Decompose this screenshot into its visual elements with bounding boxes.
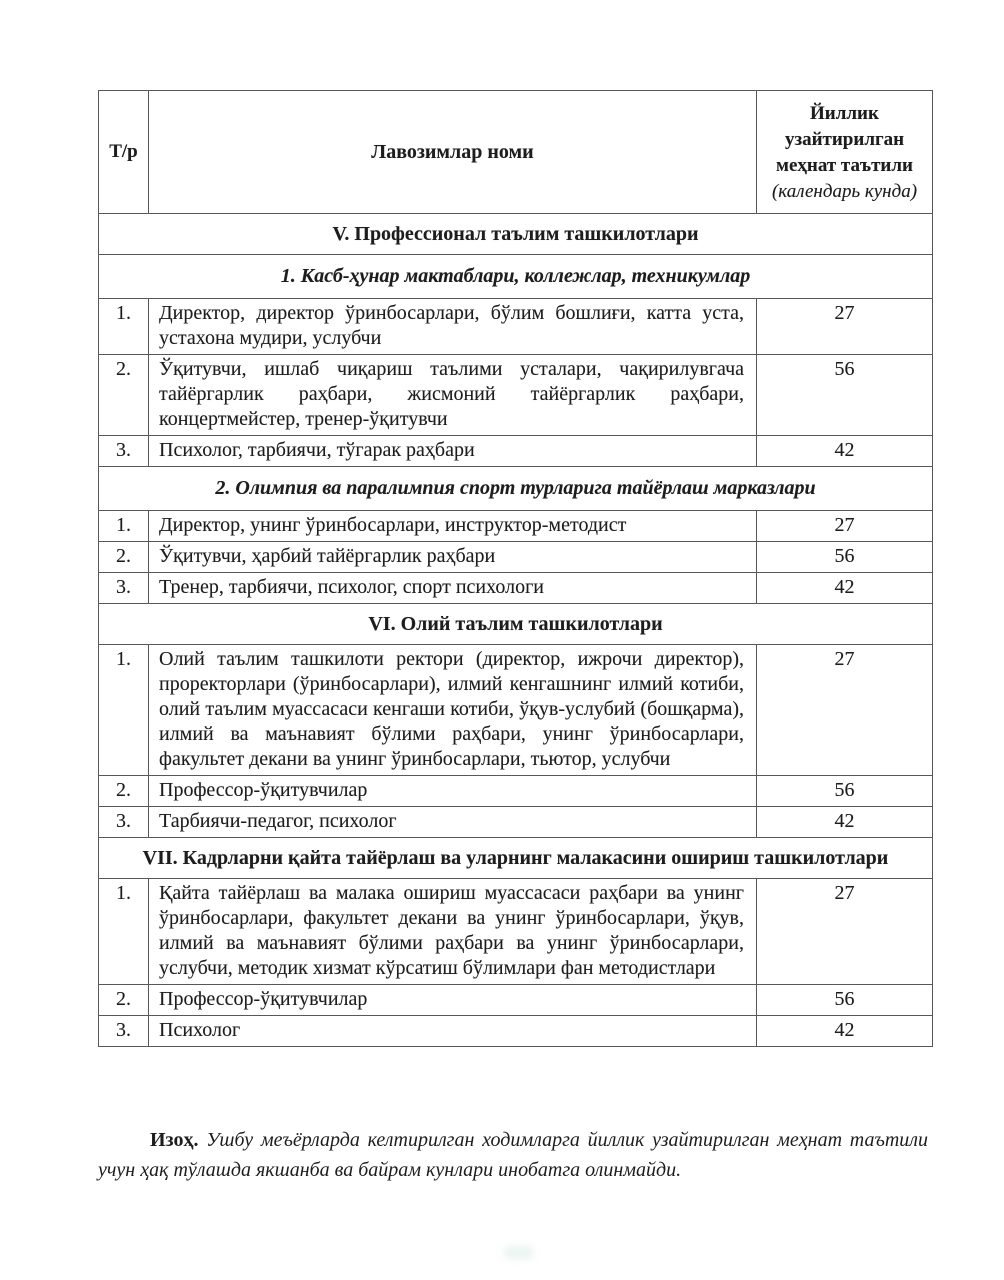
row-position: Олий таълим ташкилоти ректори (директор, ижрочи директор), проректорлари (ўринбосарлари), илмий кенгашнинг илмий котиби, олий таълим муассасаси кенгаши котиби, ўқув-услубий (бошқарма), илмий ва маънавият бўлими раҳбари, унинг ўринбосарлари, факультет декани ва унинг ўринбосарлари, тьютор, услубчи [149,645,757,776]
row-days: 27 [757,511,933,542]
section-row [99,604,933,645]
col-header-days-unit: (календарь кунда) [771,180,918,202]
leave-table [98,90,933,1047]
row-position: Психолог, тарбиячи, тўгарак раҳбари [149,436,757,467]
note-label: Изоҳ. [150,1129,199,1151]
row-number: 2. [99,776,149,807]
section-title: V. Профессионал таълим ташкилотлари [99,214,933,255]
row-number: 3. [99,436,149,467]
row-position: Тренер, тарбиячи, психолог, спорт психологи [149,573,757,604]
subsection-title: 1. Касб-ҳунар мактаблари, коллежлар, техникумлар [99,255,933,299]
table-row [99,299,933,355]
row-days: 42 [757,573,933,604]
row-number: 2. [99,355,149,436]
row-days: 27 [757,645,933,776]
table-row [99,776,933,807]
row-number: 2. [99,985,149,1016]
row-number: 2. [99,542,149,573]
row-position: Психолог [149,1016,757,1047]
section-title: VI. Олий таълим ташкилотлари [99,604,933,645]
col-header-days [757,91,933,214]
row-position: Тарбиячи-педагог, психолог [149,807,757,838]
col-header-days-title: Йиллик узайтирилган меҳнат таътили [776,102,913,176]
note [98,1125,928,1185]
row-number: 3. [99,573,149,604]
row-days: 56 [757,776,933,807]
row-number: 3. [99,807,149,838]
row-days: 27 [757,299,933,355]
row-days: 42 [757,807,933,838]
row-position: Профессор-ўқитувчилар [149,985,757,1016]
table-row [99,511,933,542]
row-position: Ўқитувчи, ишлаб чиқариш таълими усталари, чақирилувгача тайёргарлик раҳбари, жисмоний тайёргарлик раҳбари, концертмейстер, тренер-ўқитувчи [149,355,757,436]
table-row [99,542,933,573]
row-position: Директор, унинг ўринбосарлари, инструктор-методист [149,511,757,542]
row-position: Профессор-ўқитувчилар [149,776,757,807]
row-number: 1. [99,645,149,776]
row-number: 1. [99,299,149,355]
col-header-position: Лавозимлар номи [149,91,757,214]
row-position: Ўқитувчи, ҳарбий тайёргарлик раҳбари [149,542,757,573]
row-number: 1. [99,511,149,542]
row-days: 27 [757,879,933,985]
document-content [98,90,932,1205]
table-header-row [99,91,933,214]
section-row [99,838,933,879]
table-row [99,985,933,1016]
row-days: 56 [757,355,933,436]
table-row [99,645,933,776]
row-position: Қайта тайёрлаш ва малака ошириш муассасаси раҳбари ва унинг ўринбосарлари, факультет декани ва унинг ўринбосарлари, ўқув, илмий ва маънавият бўлими раҳбари ва унинг ўринбосарлари, услубчи, методик хизмат кўрсатиш бўлимлари фан методистлари [149,879,757,985]
subsection-row [99,467,933,511]
section-title: VII. Кадрларни қайта тайёрлаш ва уларнинг малакасини ошириш ташкилотлари [99,838,933,879]
subsection-row [99,255,933,299]
row-number: 3. [99,1016,149,1047]
table-row [99,436,933,467]
table-row [99,1016,933,1047]
row-days: 56 [757,542,933,573]
table-row [99,355,933,436]
section-row [99,214,933,255]
table-row [99,879,933,985]
note-text: Ушбу меъёрларда келтирилган ходимларга йиллик узайтирилган меҳнат таътили учун ҳақ тўлашда якшанба ва байрам кунлари инобатга олинмайди. [98,1129,928,1181]
page-number-smudge [505,1246,533,1259]
row-position: Директор, директор ўринбосарлари, бўлим бошлиғи, катта уста, устахона мудири, услубчи [149,299,757,355]
row-days: 56 [757,985,933,1016]
row-number: 1. [99,879,149,985]
col-header-number: Т/р [99,91,149,214]
subsection-title: 2. Олимпия ва паралимпия спорт турларига тайёрлаш марказлари [99,467,933,511]
row-days: 42 [757,1016,933,1047]
table-row [99,573,933,604]
table-row [99,807,933,838]
row-days: 42 [757,436,933,467]
